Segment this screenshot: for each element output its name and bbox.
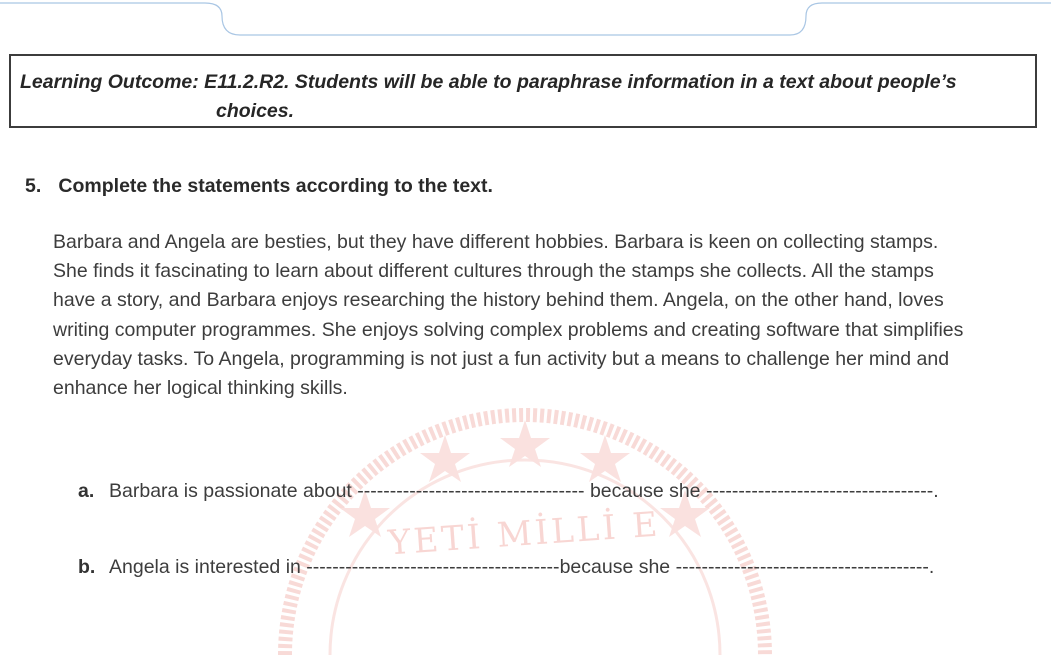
statement-a: [78, 480, 939, 503]
passage-line: She finds it fascinating to learn about different cultures through the stamps she collects. All the stamps: [53, 260, 934, 283]
learning-outcome-box: [9, 54, 1037, 128]
answer-blank[interactable]: ---------------------------------------: [306, 556, 560, 578]
question-heading: [25, 175, 493, 198]
passage-line: Barbara and Angela are besties, but they have different hobbies. Barbara is keen on collecting stamps.: [53, 231, 939, 253]
statement-text: Barbara is passionate about: [109, 480, 358, 502]
answer-blank[interactable]: -----------------------------------: [357, 480, 585, 502]
passage-line: enhance her logical thinking skills.: [53, 377, 348, 400]
answer-blank[interactable]: ---------------------------------------.: [675, 556, 935, 578]
passage-line: have a story, and Barbara enjoys researching the history behind them. Angela, on the other hand, loves: [53, 289, 944, 312]
statement-text: because she: [584, 480, 706, 502]
ministry-seal-watermark: [255, 395, 795, 655]
reading-passage: [53, 228, 1043, 403]
question-number: 5.: [25, 175, 42, 197]
question-instruction: Complete the statements according to the text.: [58, 175, 493, 197]
answer-blank[interactable]: -----------------------------------.: [705, 480, 939, 502]
statement-b: [78, 556, 934, 579]
passage-line: writing computer programmes. She enjoys solving complex problems and creating software that simplifies: [53, 318, 964, 341]
learning-outcome-text: [20, 68, 1030, 126]
watermark-text: YETİ MİLLİ E: [386, 504, 662, 564]
statement-letter: b.: [78, 556, 96, 578]
learning-outcome-line2: choices.: [216, 100, 295, 122]
statement-text: Angela is interested in: [109, 556, 307, 578]
passage-line: everyday tasks. To Angela, programming is not just a fun activity but a means to challenge her mind and: [53, 347, 950, 370]
statement-letter: a.: [78, 480, 95, 502]
top-page-frame: [0, 0, 1051, 45]
statement-text: because she: [559, 556, 676, 578]
learning-outcome-line1: Learning Outcome: E11.2.R2. Students will be able to paraphrase information in a text about people’s: [20, 71, 957, 93]
